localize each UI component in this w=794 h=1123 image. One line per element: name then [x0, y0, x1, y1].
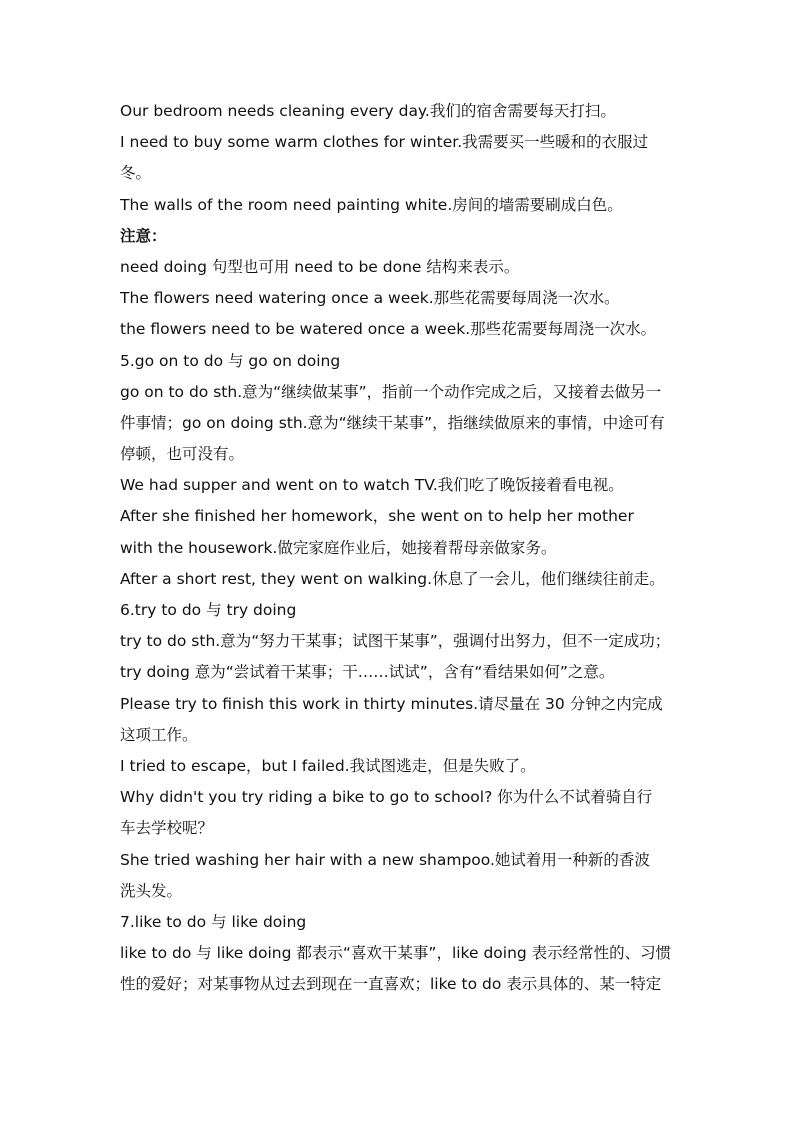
- text-line: like to do 与 like doing 都表示“喜欢干某事”，like doing 表示经常性的、习惯: [120, 944, 672, 963]
- section-heading: 6.try to do 与 try doing: [120, 601, 297, 619]
- text-line: She tried washing her hair with a new shampoo.她试着用一种新的香波: [120, 850, 650, 869]
- text-line: I need to buy some warm clothes for winter.我需要买一些暖和的衣服过: [120, 133, 649, 152]
- text-line: with the housework.做完家庭作业后，她接着帮母亲做家务。: [120, 538, 557, 557]
- text-line: try doing 意为“尝试着干某事；干……试试”，含有“看结果如何”之意。: [120, 663, 615, 682]
- text-line: 冬。: [120, 164, 152, 183]
- text-line: Why didn't you try riding a bike to go to school? 你为什么不试着骑自行: [120, 788, 653, 807]
- note-heading: 注意：: [120, 226, 167, 245]
- text-line: After a short rest, they went on walking.休息了一会儿，他们继续往前走。: [120, 569, 665, 588]
- text-line: 车去学校呢？: [120, 819, 214, 838]
- text-line: The walls of the room need painting white.房间的墙需要刷成白色。: [120, 195, 623, 214]
- document-body: [120, 96, 680, 1000]
- text-line: 件事情；go on doing sth.意为“继续干某事”，指继续做原来的事情，中途可有: [120, 413, 665, 432]
- text-line: The flowers need watering once a week.那些花需要每周浇一次水。: [120, 289, 620, 308]
- text-line: I tried to escape，but I failed.我试图逃走，但是失败了。: [120, 756, 536, 775]
- text-line: Our bedroom needs cleaning every day.我们的宿舍需要每天打扫。: [120, 102, 616, 120]
- text-line: the flowers need to be watered once a week.那些花需要每周浇一次水。: [120, 320, 657, 339]
- text-line: We had supper and went on to watch TV.我们吃了晚饭接着看电视。: [120, 476, 624, 495]
- text-line: need doing 句型也可用 need to be done 结构来表示。: [120, 257, 520, 276]
- section-heading: 7.like to do 与 like doing: [120, 912, 307, 931]
- text-line: 性的爱好；对某事物从过去到现在一直喜欢；like to do 表示具体的、某一特定: [120, 975, 662, 994]
- text-line: 这项工作。: [120, 725, 198, 744]
- text-line: 洗头发。: [120, 881, 183, 900]
- text-line: After she finished her homework，she went on to help her mother: [120, 507, 634, 526]
- text-line: 停顿，也可没有。: [120, 445, 245, 464]
- text-line: Please try to finish this work in thirty minutes.请尽量在 30 分钟之内完成: [120, 694, 663, 713]
- text-line: go on to do sth.意为“继续做某事”，指前一个动作完成之后，又接着去做另一: [120, 382, 662, 401]
- section-heading: 5.go on to do 与 go on doing: [120, 351, 341, 370]
- text-line: try to do sth.意为“努力干某事；试图干某事”，强调付出努力，但不一定成功；: [120, 632, 671, 651]
